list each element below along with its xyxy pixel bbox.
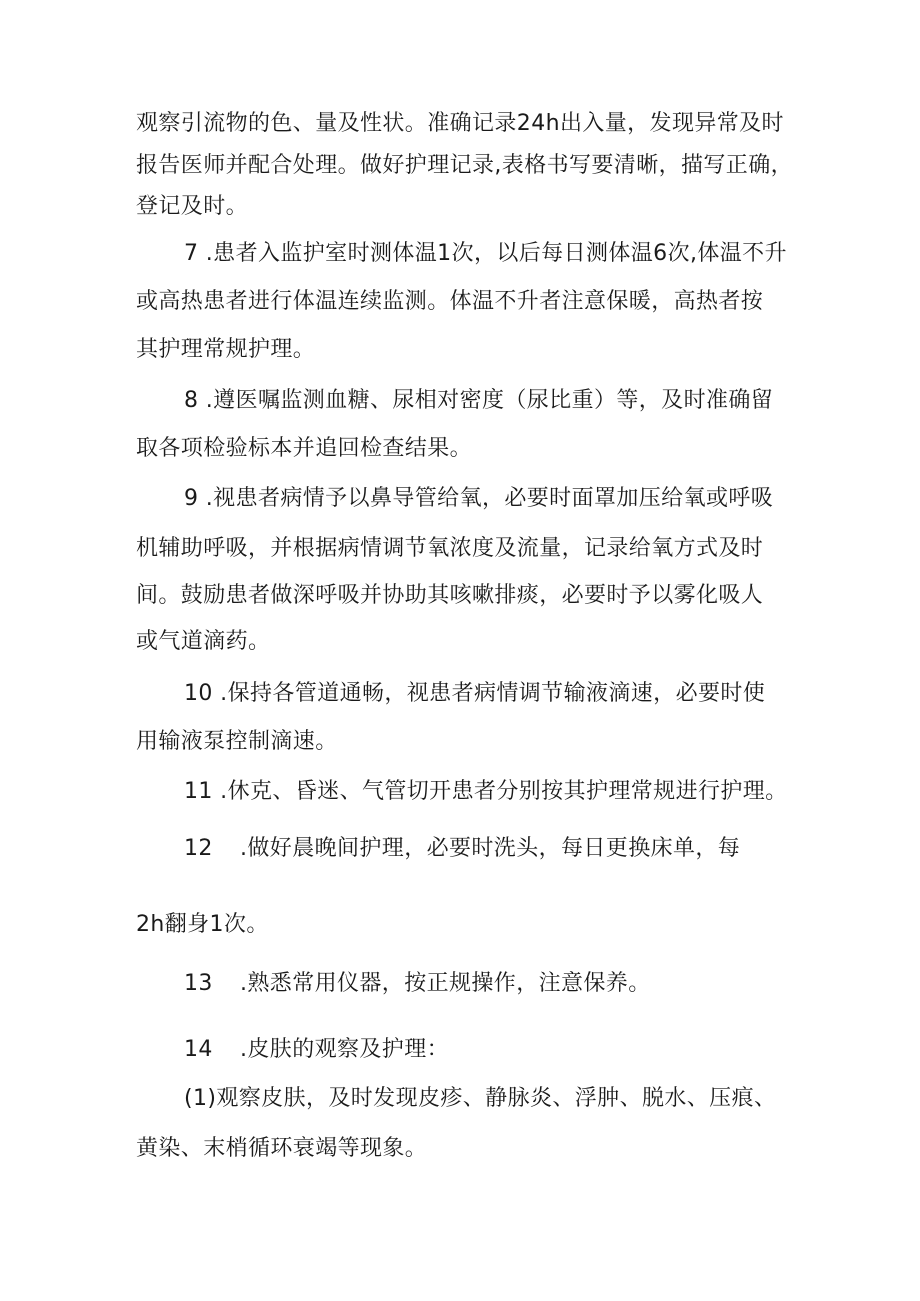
item-9-line: 9 .视患者病情予以鼻导管给氧，必要时面罩加压给氧或呼吸 [184, 486, 774, 511]
text-line: 或气道滴药。 [136, 629, 271, 654]
text-line: 报告医师并配合处理。做好护理记录,表格书写要清晰，描写正确， [136, 153, 793, 178]
item-13-number: 13 [184, 971, 213, 996]
text-line: 间。鼓励患者做深呼吸并协助其咳嗽排痰，必要时予以雾化吸人 [136, 583, 764, 608]
item-12-number: 12 [184, 836, 213, 861]
item-14-number: 14 [184, 1037, 213, 1062]
item-7-line: 7 .患者入监护室时测体温1次，以后每日测体温6次,体温不升 [184, 241, 787, 266]
item-13-text: .熟悉常用仪器，按正规操作，注意保养。 [240, 971, 651, 996]
item-8-line: 8 .遵医嘱监测血糖、尿相对密度（尿比重）等，及时准确留 [184, 388, 774, 413]
text-line: 其护理常规护理。 [136, 337, 316, 362]
text-line: 观察引流物的色、量及性状。准确记录24h出入量，发现异常及时 [136, 111, 784, 136]
text-line: 2h翻身1次。 [136, 912, 269, 937]
text-line: 机辅助呼吸，并根据病情调节氧浓度及流量，记录给氧方式及时 [136, 536, 764, 561]
text-line: 登记及时。 [136, 194, 249, 219]
item-11-line: 11 .休克、昏迷、气管切开患者分别按其护理常规进行护理。 [184, 779, 788, 804]
item-12-text: .做好晨晚间护理，必要时洗头，每日更换床单，每 [240, 836, 741, 861]
text-line: 取各项检验标本并追回检查结果。 [136, 436, 473, 461]
text-line: 黄染、末梢循环衰竭等现象。 [136, 1136, 428, 1161]
item-10-line: 10 .保持各管道通畅，视患者病情调节输液滴速，必要时使 [184, 681, 766, 706]
item-14-text: .皮肤的观察及护理： [240, 1037, 449, 1062]
subitem-1-line: (1)观察皮肤，及时发现皮疹、静脉炎、浮肿、脱水、压痕、 [184, 1086, 777, 1111]
text-line: 或高热患者进行体温连续监测。体温不升者注意保暖，高热者按 [136, 289, 764, 314]
text-line: 用输液泵控制滴速。 [136, 729, 338, 754]
